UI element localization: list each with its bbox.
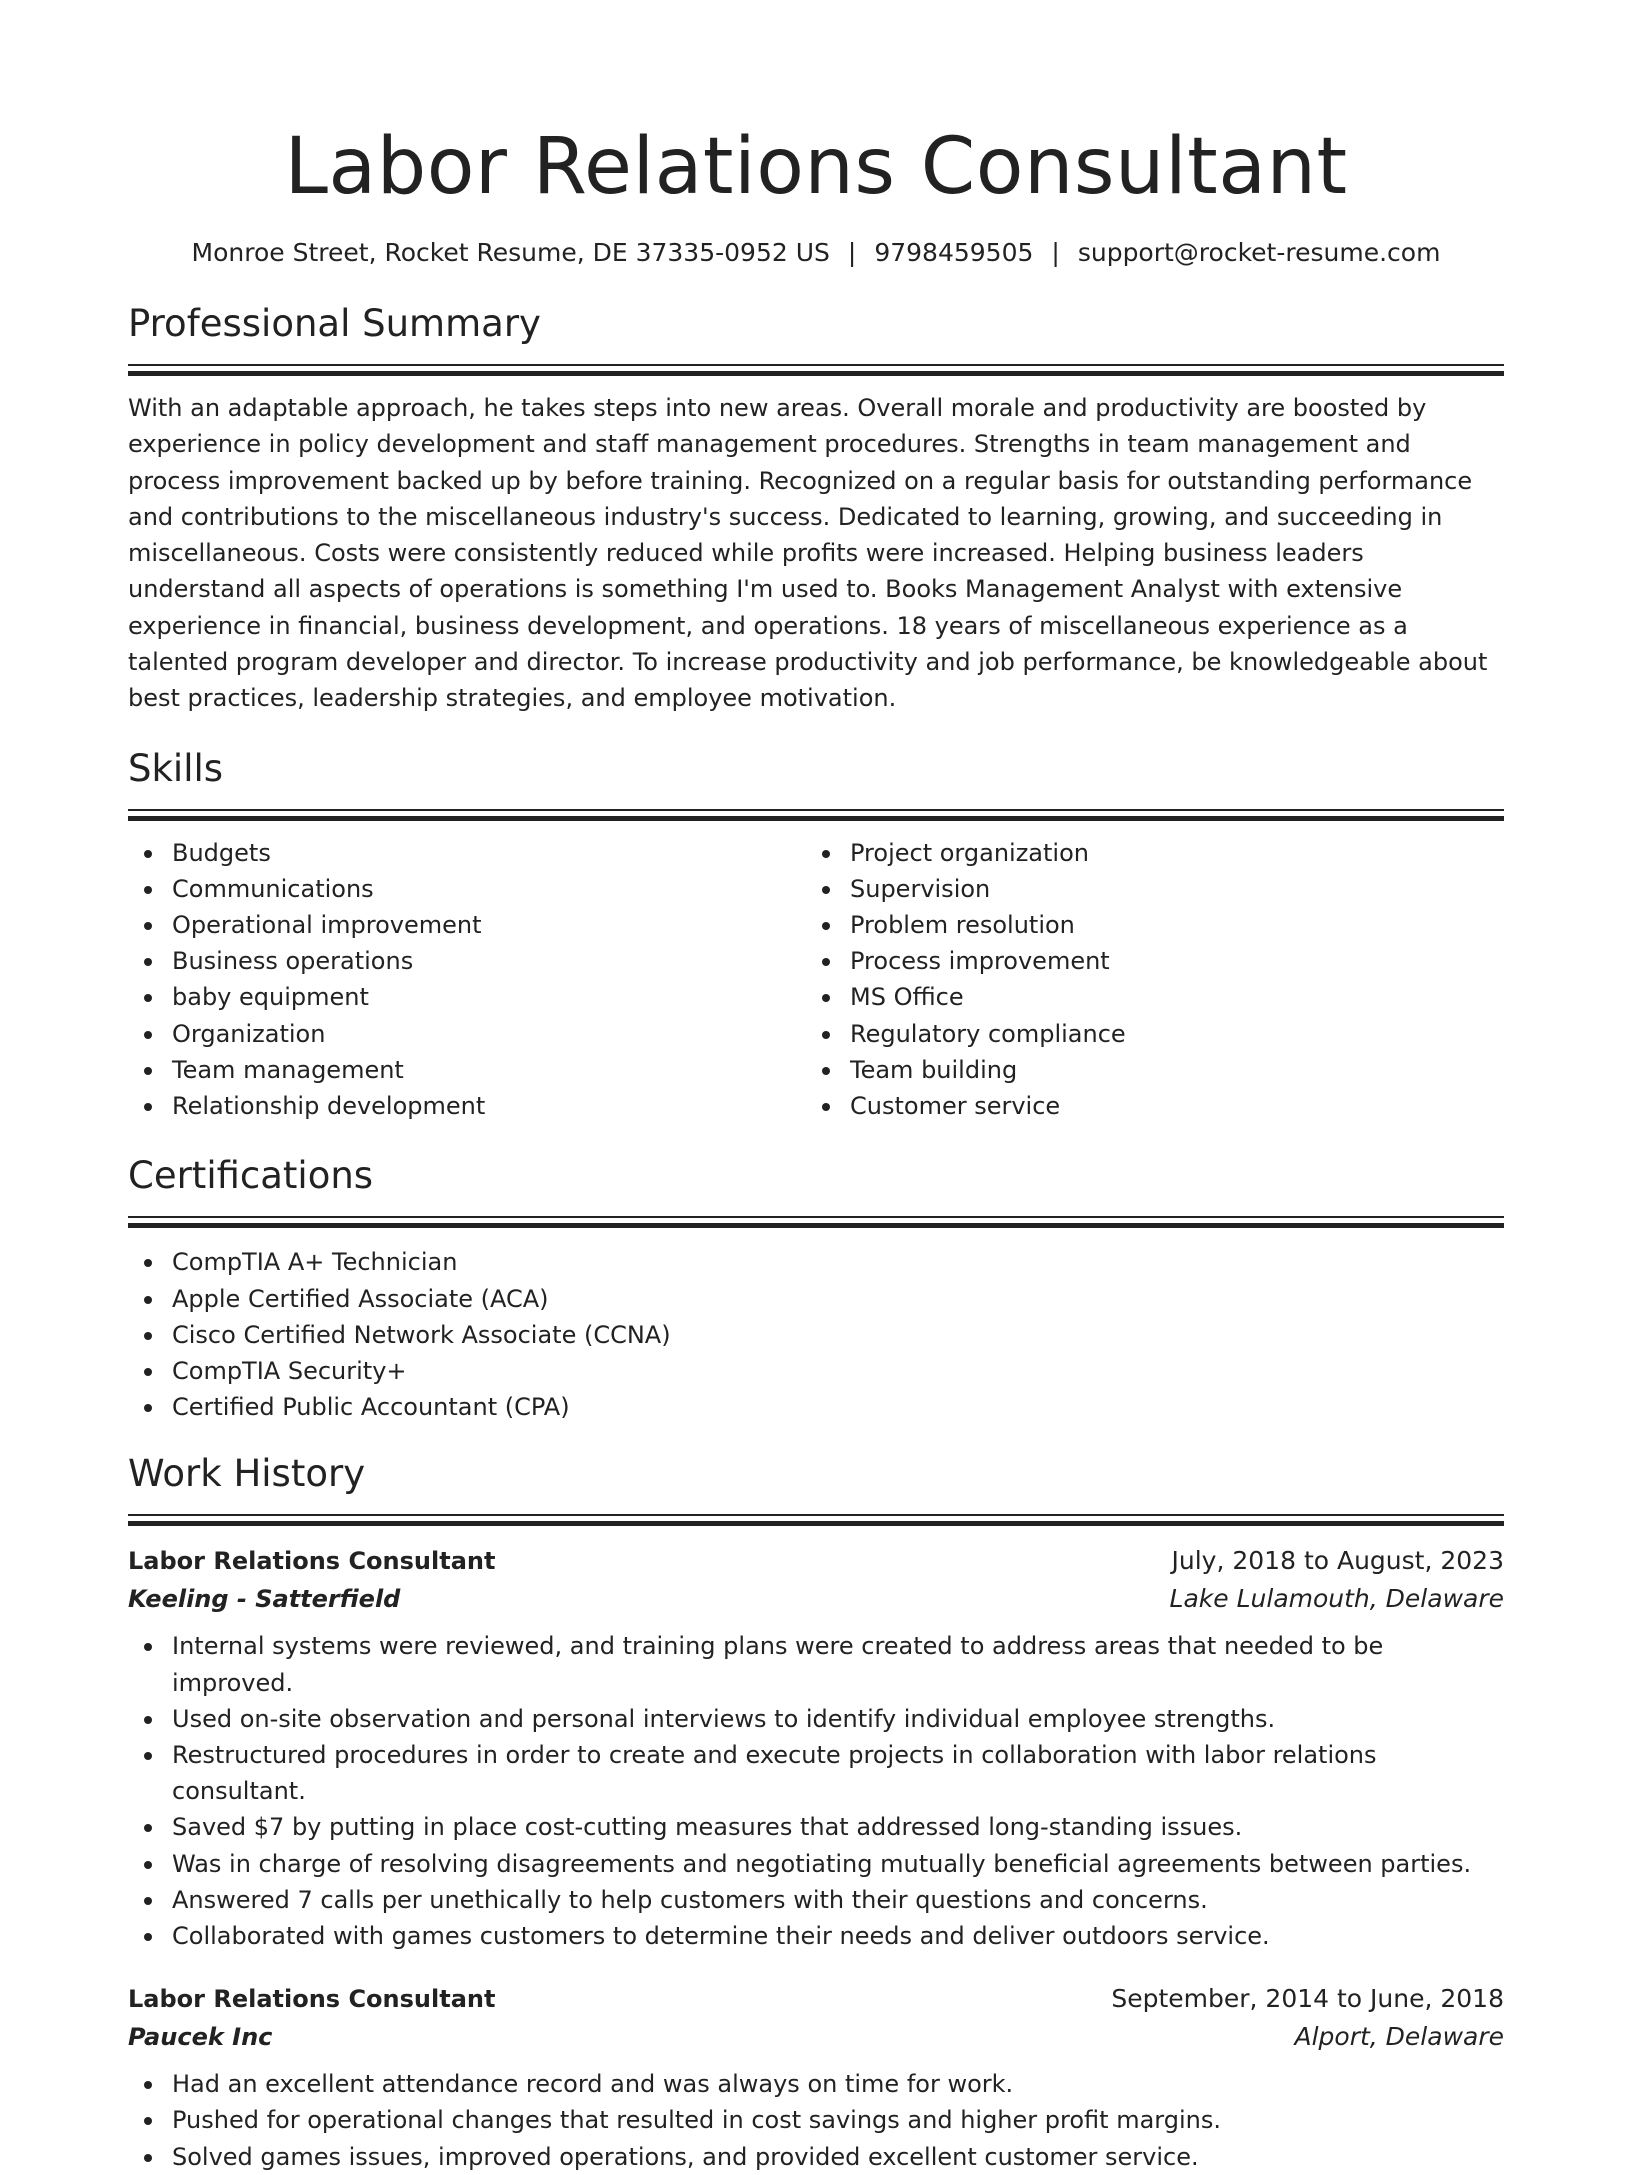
skills-heading: Skills: [128, 746, 224, 790]
skill-item: Business operations: [128, 943, 806, 979]
skill-item: Project organization: [806, 835, 1484, 871]
resume-content: [128, 0, 1504, 2175]
skill-item: Communications: [128, 871, 806, 907]
skills-list-right: [806, 835, 1484, 1125]
job-title: Labor Relations Consultant: [128, 1985, 496, 2014]
job-bullet: Pushed for operational changes that resulted in cost savings and higher profit margins.: [128, 2102, 1504, 2138]
skill-item: Team management: [128, 1052, 806, 1088]
job-location: Alport, Delaware: [1294, 2022, 1504, 2052]
job-bullet: Used on-site observation and personal interviews to identify individual employee strengths.: [128, 1701, 1504, 1737]
job-company: Keeling - Satterfield: [128, 1585, 401, 1614]
work-history-heading: Work History: [128, 1452, 366, 1496]
skills-list-left: [128, 835, 806, 1125]
job-bullet: Internal systems were reviewed, and training plans were created to address areas that needed to be improved.: [128, 1628, 1504, 1700]
skill-item: Process improvement: [806, 943, 1484, 979]
certifications-section: [128, 1154, 1504, 1425]
skill-item: Customer service: [806, 1088, 1484, 1124]
job-subheader: [128, 1580, 1504, 1618]
job-bullet: Answered 7 calls per unethically to help customers with their questions and concerns.: [128, 1882, 1504, 1918]
certifications-heading: Certifications: [128, 1154, 374, 1198]
job-bullet: Collaborated with games customers to determine their needs and deliver outdoors service.: [128, 1918, 1504, 1954]
section-divider: [128, 809, 1504, 821]
summary-section: [128, 302, 1504, 717]
certification-item: CompTIA A+ Technician: [128, 1244, 1504, 1280]
contact-address: Monroe Street, Rocket Resume, DE 37335-0952 US: [191, 238, 830, 267]
section-divider: [128, 364, 1504, 376]
skill-item: Team building: [806, 1052, 1484, 1088]
skill-item: Regulatory compliance: [806, 1016, 1484, 1052]
skill-item: Budgets: [128, 835, 806, 871]
contact-phone: 9798459505: [874, 238, 1034, 267]
job-bullet: Solved games issues, improved operations, and provided excellent customer service.: [128, 2139, 1504, 2175]
job-header: [128, 1542, 1504, 1580]
skill-item: Relationship development: [128, 1088, 806, 1124]
resume-name: Labor Relations Consultant: [284, 122, 1348, 212]
certification-item: Certified Public Accountant (CPA): [128, 1389, 1504, 1425]
certification-item: CompTIA Security+: [128, 1353, 1504, 1389]
contact-separator: |: [1051, 238, 1060, 267]
skill-item: Supervision: [806, 871, 1484, 907]
job-header: [128, 1980, 1504, 2018]
skills-grid: [128, 835, 1504, 1125]
job-entry: [128, 1980, 1504, 2175]
job-entry: [128, 1542, 1504, 1954]
job-company: Paucek Inc: [128, 2023, 273, 2052]
section-divider: [128, 1514, 1504, 1526]
section-divider: [128, 1216, 1504, 1228]
job-bullet: Saved $7 by putting in place cost-cutting measures that addressed long-standing issues.: [128, 1809, 1504, 1845]
job-title: Labor Relations Consultant: [128, 1547, 496, 1576]
job-bullet: Had an excellent attendance record and was always on time for work.: [128, 2066, 1504, 2102]
skill-item: Operational improvement: [128, 907, 806, 943]
job-bullets: [128, 2066, 1504, 2175]
summary-text: With an adaptable approach, he takes steps into new areas. Overall morale and productivity are boosted by experience in policy development and staff management procedures. Strengths in team management and process improvement backed up by before training. Recognized on a regular basis for outstanding performance and contributions to the miscellaneous industry's success. Dedicated to learning, growing, and succeeding in miscellaneous. Costs were consistently reduced while profits were increased. Helping business leaders understand all aspects of operations is something I'm used to. Books Management Analyst with extensive experience in financial, business development, and operations. 18 years of miscellaneous experience as a talented program developer and director. To increase productivity and job performance, be knowledgeable about best practices, leadership strategies, and employee motivation.: [128, 394, 1488, 713]
job-bullet: Restructured procedures in order to create and execute projects in collaboration with labor relations consultant.: [128, 1737, 1504, 1809]
skill-item: Organization: [128, 1016, 806, 1052]
job-subheader: [128, 2018, 1504, 2056]
contact-separator: |: [847, 238, 857, 267]
job-location: Lake Lulamouth, Delaware: [1169, 1584, 1504, 1614]
job-dates: July, 2018 to August, 2023: [1171, 1546, 1504, 1576]
job-dates: September, 2014 to June, 2018: [1111, 1984, 1504, 2014]
skill-item: baby equipment: [128, 979, 806, 1015]
contact-line: [128, 240, 1504, 265]
skills-section: [128, 746, 1504, 1125]
contact-email: support@rocket-resume.com: [1077, 238, 1441, 267]
certification-item: Cisco Certified Network Associate (CCNA): [128, 1317, 1504, 1353]
certification-item: Apple Certified Associate (ACA): [128, 1281, 1504, 1317]
work-history-section: [128, 1452, 1504, 2174]
skill-item: Problem resolution: [806, 907, 1484, 943]
skill-item: MS Office: [806, 979, 1484, 1015]
summary-heading: Professional Summary: [128, 302, 541, 345]
certifications-list: [128, 1244, 1504, 1425]
job-bullets: [128, 1628, 1504, 1954]
job-bullet: Was in charge of resolving disagreements and negotiating mutually beneficial agreements between parties.: [128, 1846, 1504, 1882]
